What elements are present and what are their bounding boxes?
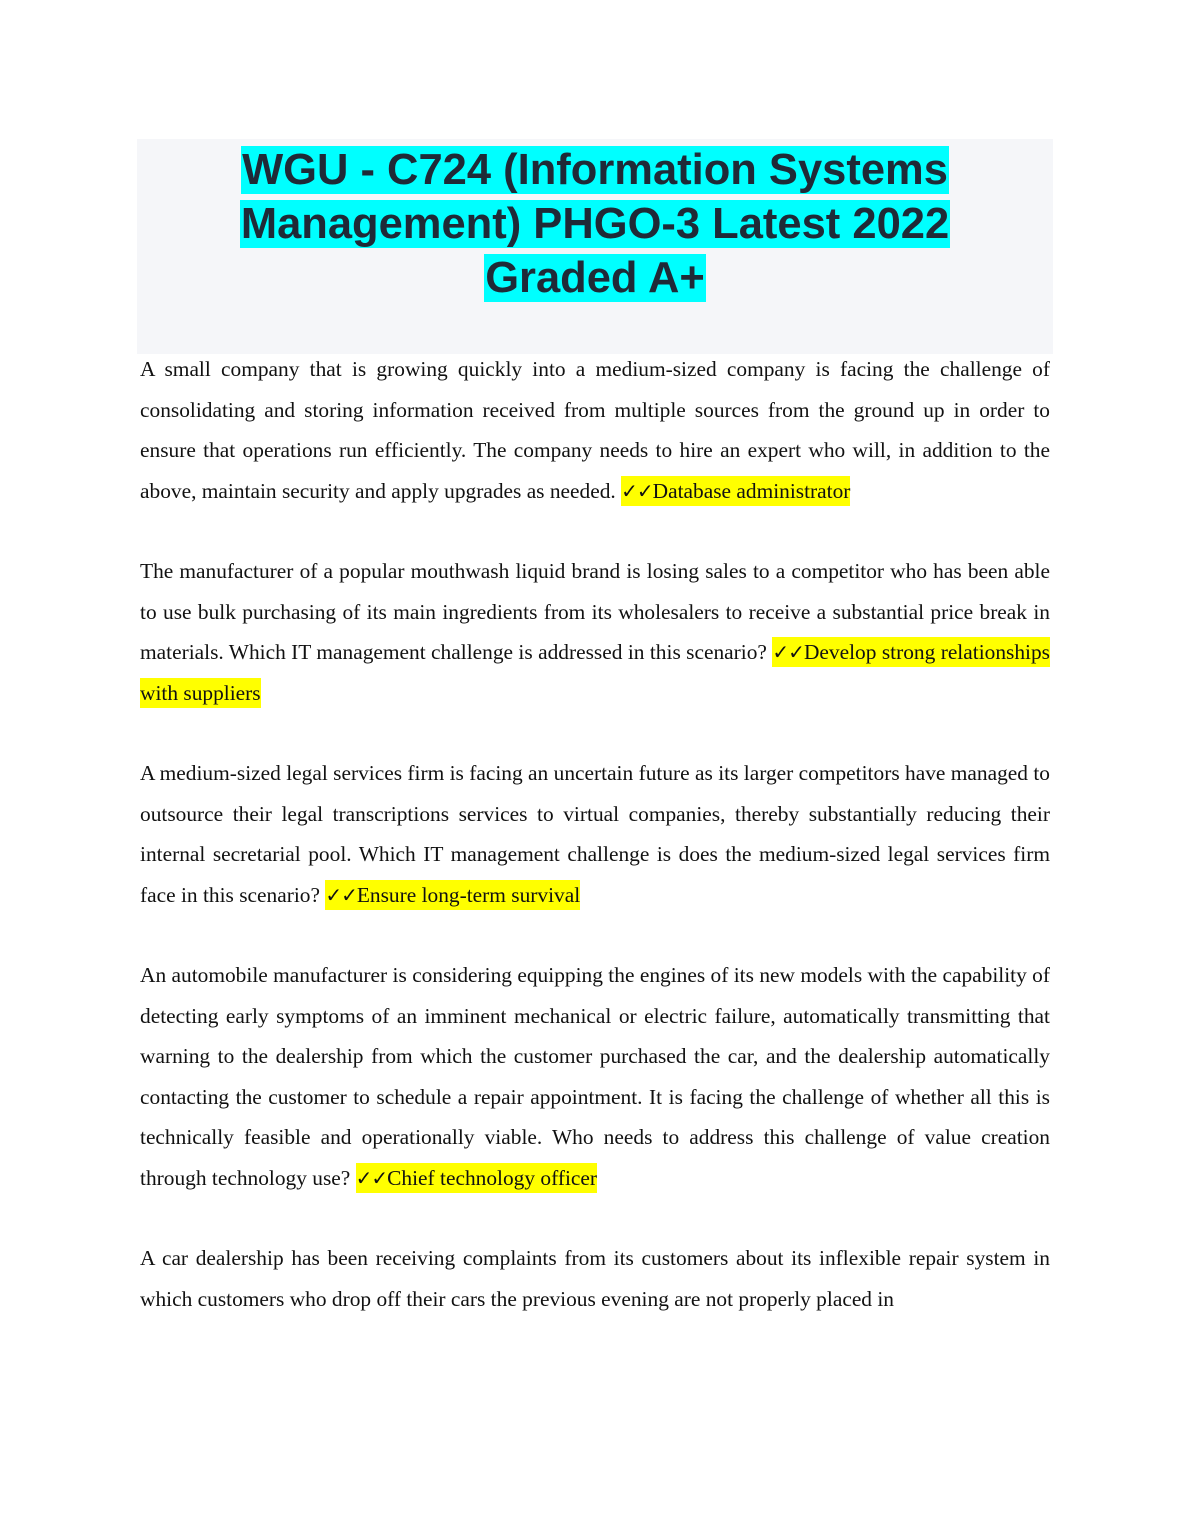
question-text: A medium-sized legal services firm is facing an uncertain future as its larger competitors have managed to outsource their legal transcriptions services to virtual companies, thereby substantially reducing their internal secretarial pool. Which IT management challenge is does the medium-sized legal services firm face in this scenario? — [140, 761, 1050, 907]
answer-text: Database administrator — [652, 478, 851, 503]
question-text: An automobile manufacturer is considering equipping the engines of its new models with the capability of detecting early symptoms of an imminent mechanical or electric failure, automatically transmitting that warning to the dealership from which the customer purchased the car, and the dealership automatically contacting the customer to schedule a repair appointment. It is facing the challenge of whether all this is technically feasible and operationally viable. Who needs to address this challenge of value creation through technology use? — [140, 963, 1050, 1190]
answer-text: Ensure long-term survival — [356, 882, 581, 907]
check-mark-icon: ✓✓ — [772, 640, 804, 664]
answer-highlight — [325, 880, 580, 910]
check-mark-icon: ✓✓ — [355, 1165, 388, 1190]
question-block — [140, 1238, 1050, 1319]
question-text: A small company that is growing quickly into a medium-sized company is facing the challenge of consolidating and storing information received from multiple sources from the ground up in order to ensure that operations run efficiently. The company needs to hire an expert who will, in addition to the above, maintain security and apply upgrades as needed. — [140, 357, 1050, 503]
check-mark-icon: ✓✓ — [325, 882, 357, 907]
question-block — [140, 551, 1050, 713]
document-body — [140, 349, 1050, 1319]
title-line: Graded A+ — [485, 254, 705, 302]
question-block — [140, 955, 1050, 1198]
answer-text: Chief technology officer — [387, 1165, 598, 1190]
answer-text: Develop strong relationships with suppliers — [140, 640, 1051, 705]
question-block — [140, 349, 1050, 511]
document-title — [137, 139, 1053, 305]
title-line: Management) PHGO-3 Latest 2022 — [240, 200, 950, 248]
question-text: The manufacturer of a popular mouthwash liquid brand is losing sales to a competitor who has been able to use bulk purchasing of its main ingredients from its wholesalers to receive a substantial price break in materials. Which IT management challenge is addressed in this scenario? — [140, 559, 1050, 664]
answer-highlight — [621, 476, 850, 506]
question-text: A car dealership has been receiving complaints from its customers about its inflexible repair system in which customers who drop off their cars the previous evening are not properly placed in — [140, 1246, 1050, 1311]
check-mark-icon: ✓✓ — [621, 478, 653, 503]
answer-highlight — [356, 1163, 597, 1193]
question-block — [140, 753, 1050, 915]
title-box — [137, 139, 1053, 354]
title-line: WGU - C724 (Information Systems — [242, 146, 948, 194]
